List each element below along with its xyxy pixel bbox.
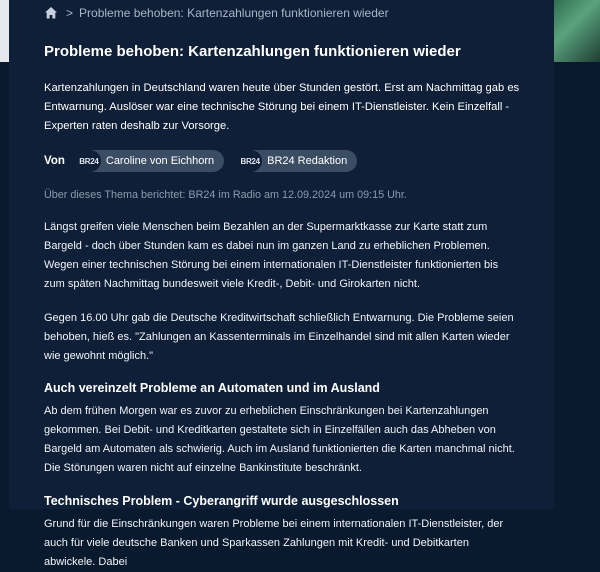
- article-paragraph: Längst greifen viele Menschen beim Bezahlen an der Supermarktkasse zur Karte statt zum Bargeld - doch über Stunden kam es dabei nun im ganzen Land zu erheblichen Problemen. Wegen einer technischen Störung bei einem internationalen IT-Dienstleister funktionierten bis zum späten Nachmittag bundesweit viele Kredit-, Debit- und Girokarten nicht.: [44, 221, 499, 290]
- right-edge-image: [554, 0, 600, 62]
- byline-prefix: Von: [44, 155, 65, 167]
- br24-logo-icon: BR24: [238, 150, 262, 172]
- left-edge-image: [0, 0, 9, 62]
- broadcast-meta: Über dieses Thema berichtet: BR24 im Radio am 12.09.2024 um 09:15 Uhr.: [44, 189, 407, 201]
- home-icon[interactable]: [44, 6, 58, 20]
- article-container: [9, 0, 554, 568]
- breadcrumb: [44, 0, 520, 25]
- byline: [44, 150, 520, 172]
- article-paragraph: Gegen 16.00 Uhr gab die Deutsche Kreditwirtschaft schließlich Entwarnung. Die Probleme seien behoben, hieß es. "Zahlungen an Kassenterminals im Einzelhandel sind mit allen Karten wieder wie gewohnt möglich.": [44, 312, 514, 362]
- article-paragraph: Grund für die Einschränkungen waren Probleme bei einem internationalen IT-Dienstleister, der auch für viele deutsche Banken und Sparkassen Zahlungen mit Kredit- und Debitkarten abwickele. Dabei: [44, 518, 504, 568]
- article-teaser: Kartenzahlungen in Deutschland waren heute über Stunden gestört. Erst am Nachmittag gab es Entwarnung. Auslöser war eine technische Störung bei einem IT-Dienstleister. Kein Einzelfall - Experten raten deshalb zur Vorsorge.: [44, 82, 520, 132]
- article-paragraph: Ab dem frühen Morgen war es zuvor zu erheblichen Einschränkungen bei Kartenzahlungen gekommen. Bei Debit- und Kreditkarten gestaltete sich in Einzelfällen auch das Abheben von Bargeld am Automaten als schwierig. Auch im Ausland funktionierten die Karten manchmal nicht. Die Störungen waren nicht auf einzelne Bankinstitute beschränkt.: [44, 405, 515, 474]
- author-name: Caroline von Eichhorn: [105, 155, 215, 167]
- breadcrumb-separator: >: [66, 5, 74, 20]
- author-chip[interactable]: [238, 150, 357, 172]
- breadcrumb-current[interactable]: Probleme behoben: Kartenzahlungen funktionieren wieder: [79, 5, 389, 20]
- section-heading: Technisches Problem - Cyberangriff wurde ausgeschlossen: [44, 494, 399, 508]
- article-title: Probleme behoben: Kartenzahlungen funktionieren wieder: [44, 43, 461, 60]
- author-name: BR24 Redaktion: [267, 155, 348, 167]
- br24-logo-icon: BR24: [77, 150, 101, 172]
- section-heading: Auch vereinzelt Probleme an Automaten und im Ausland: [44, 381, 380, 395]
- author-chip[interactable]: [77, 150, 224, 172]
